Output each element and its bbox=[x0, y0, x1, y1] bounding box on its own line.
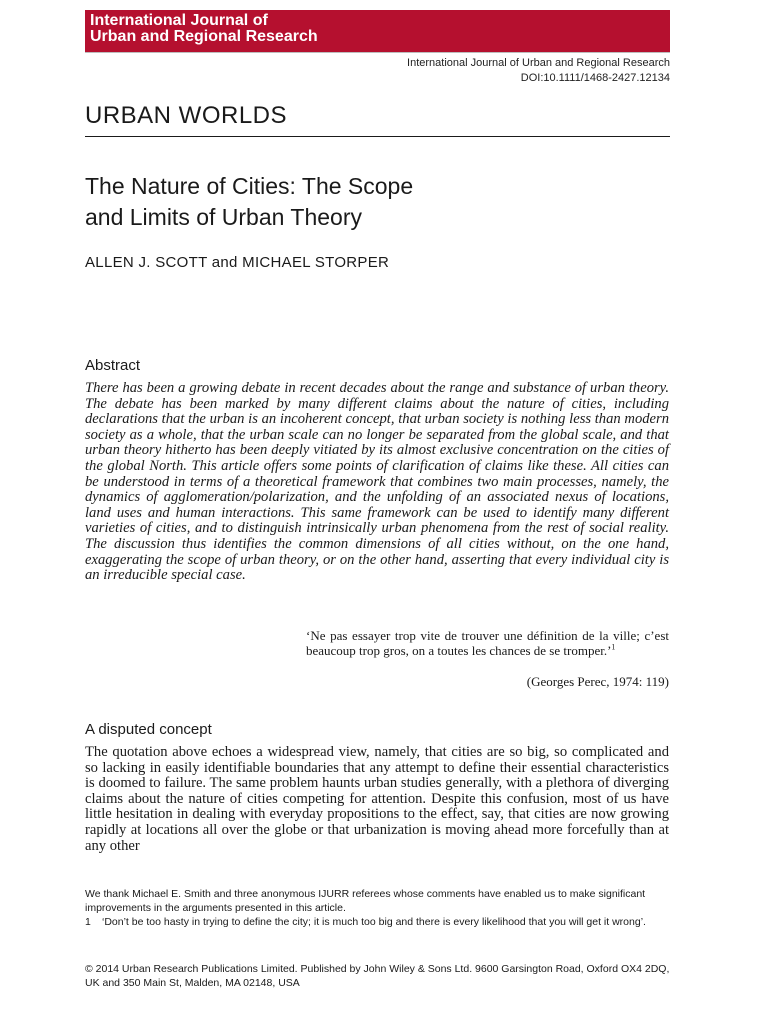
footnote-1 bbox=[85, 915, 675, 929]
epigraph-footnote-mark[interactable]: 1 bbox=[611, 642, 616, 652]
abstract-heading: Abstract bbox=[85, 357, 141, 374]
doi-text: DOI:10.1111/1468-2427.12134 bbox=[520, 72, 670, 84]
article-title bbox=[85, 171, 413, 233]
article-title-line-1: The Nature of Cities: The Scope bbox=[85, 173, 414, 199]
masthead-divider bbox=[85, 52, 670, 53]
footnote-1-text: ‘Don’t be too hasty in trying to define the city; it is much too big and there is every likelihood that you will get it wrong’. bbox=[102, 916, 646, 928]
masthead-line-2: Urban and Regional Research bbox=[90, 28, 318, 45]
epigraph-quote bbox=[306, 628, 669, 658]
section-title: URBAN WORLDS bbox=[85, 102, 288, 129]
journal-masthead bbox=[85, 10, 670, 53]
epigraph-text: ‘Ne pas essayer trop vite de trouver une définition de la ville; c’est beaucoup trop gros, on a toutes les chances de se tromper.’ bbox=[306, 628, 669, 658]
author-list: ALLEN J. SCOTT and MICHAEL STORPER bbox=[85, 254, 390, 271]
journal-name: International Journal of Urban and Regional Research bbox=[407, 57, 670, 69]
article-title-line-2: and Limits of Urban Theory bbox=[85, 204, 362, 230]
section-divider bbox=[85, 136, 670, 137]
copyright-notice: © 2014 Urban Research Publications Limited. Published by John Wiley & Sons Ltd. 9600 Garsington Road, Oxford OX4 2DQ, UK and 350 Main St, Malden, MA 02148, USA bbox=[85, 963, 670, 989]
acknowledgement-note: We thank Michael E. Smith and three anonymous IJURR referees whose comments have enabled us to make significant improvements in the arguments presented in this article. bbox=[85, 888, 646, 914]
abstract-text: There has been a growing debate in recent decades about the range and substance of urban theory. The debate has been marked by many different claims about the nature of cities, including declarations that the urban is an incoherent concept, that urban society is nothing less than modern society as a whole, that the urban scale can no longer be separated from the global scale, and that urban theory hitherto has been deeply vitiated by its almost exclusive concentration on the cities of the global North. This article offers some points of clarification of claims like these. All cities can be understood in terms of a theoretical framework that combines two main processes, namely, the dynamics of agglomeration/polarization, and the unfolding of an associated nexus of locations, land uses and human interactions. This same framework can be used to identify many different varieties of cities, and to distinguish intrinsically urban phenomena from the rest of social reality. The discussion thus identifies the common dimensions of all cities without, on the one hand, exaggerating the scope of urban theory, or on the other hand, asserting that every individual city is an irreducible special case. bbox=[85, 380, 669, 584]
journal-reference bbox=[407, 56, 670, 86]
masthead-line-1: International Journal of bbox=[90, 12, 268, 29]
epigraph-source: (Georges Perec, 1974: 119) bbox=[526, 674, 669, 689]
footnote-1-number: 1 bbox=[85, 916, 91, 928]
disputed-concept-heading: A disputed concept bbox=[85, 721, 212, 738]
disputed-concept-text: The quotation above echoes a widespread view, namely, that cities are so big, so complicated and so lacking in easily identifiable boundaries that any attempt to define their essential characteristics is doomed to failure. The same problem haunts urban studies generally, with a plethora of diverging claims about the nature of cities competing for attention. Despite this confusion, most of us have little hesitation in dealing with everyday propositions to the effect, say, that cities are now growing rapidly at locations all over the globe or that urbanization is moving ahead more forcefully than at any other bbox=[85, 744, 669, 854]
